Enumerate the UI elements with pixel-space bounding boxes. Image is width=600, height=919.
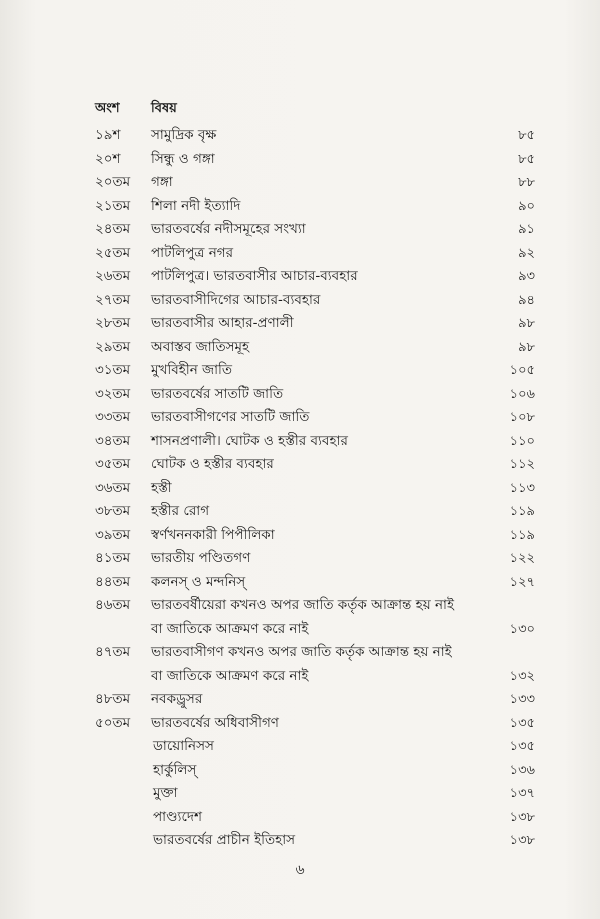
toc-row [95,500,535,524]
toc-page: ৮৫ [518,128,535,143]
toc-row [95,806,535,830]
toc-page: ৯৮ [518,339,535,355]
toc-page: ৯৩ [518,269,535,284]
toc-subject: ভারতবর্ষের অধিবাসীগণ [151,714,279,731]
toc-part: ৩৪তম [95,432,131,449]
toc-page: ১০৮ [509,410,535,425]
toc-part: ২৫তম [95,244,131,261]
toc-row [95,195,535,219]
toc-part: ১৯শ [95,127,121,143]
toc-page: ১১৯ [509,504,535,519]
toc-page: ১৩৮ [509,809,535,825]
toc-page: ১১৯ [509,527,535,543]
toc-page: ১১২ [509,457,535,472]
toc-page: ১১০ [509,433,535,449]
toc-part: ২০তম [95,174,131,190]
toc-row [95,148,535,172]
toc-subject: শিলা নদী ইত্যাদি [151,197,241,214]
toc-part: ২১তম [95,197,131,214]
toc-subject: ভারতবাসীর আহার-প্রণালী [151,315,294,331]
toc-row [95,477,535,501]
toc-page: ১১৩ [509,480,535,496]
toc-subject: নবকড্রুসর [151,691,203,707]
toc-page: ১২৭ [509,574,535,590]
toc-page: ১৩৬ [509,762,535,778]
toc-subject-continued: বা জাতিকে আক্রমণ করে নাই [151,667,309,684]
toc-row [95,430,535,454]
toc-page: ৯৮ [518,316,535,331]
toc-row [95,383,535,407]
toc-row [95,312,535,336]
toc-part: ৫০তম [95,714,131,731]
toc-page: ১৩৫ [509,715,535,731]
toc-row [95,242,535,266]
toc-part: ৩১তম [95,362,131,378]
toc-part: ৩২তম [95,385,131,402]
toc-subject: পাণ্ড্যদেশ [153,808,202,825]
toc-row [95,712,535,736]
toc-subject: পাটলিপুত্র নগর [151,244,234,261]
page-number: ৬ [295,862,305,878]
toc-row [95,524,535,548]
toc-row [95,289,535,313]
toc-part: ২৯তম [95,338,131,355]
toc-subject: হস্তীর রোগ [151,503,210,519]
toc-subject: ভারতবাসীদিগের আচার-ব্যবহার [151,291,321,308]
toc-part: ২৮তম [95,315,131,331]
toc-part: ৪৪তম [95,573,131,590]
toc-subject: ঘোটক ও হস্তীর ব্যবহার [151,456,274,472]
toc-row-multiline [95,594,535,641]
toc-part: ৩৮তম [95,503,131,519]
toc-subject: গঙ্গা [151,174,173,190]
toc-part: ৩৬তম [95,479,131,496]
header-part-label: অংশ [95,101,120,116]
toc-subject: সিন্ধু ও গঙ্গা [151,150,215,167]
toc-page: ৯১ [518,222,535,237]
toc-part: ৪৭তম [95,644,131,660]
toc-row [95,782,535,806]
toc-part: ৪১তম [95,550,131,566]
toc-row [95,406,535,430]
toc-page: ১৩৩ [509,692,535,707]
toc-page: ১৩০ [509,621,535,637]
toc-subject: ভারতবর্ষের সাতটি জাতি [151,385,284,402]
toc-row [95,735,535,759]
toc-row [95,547,535,571]
toc-part: ২০শ [95,150,121,167]
toc-page: ৯২ [518,245,535,261]
toc-subject: মুখবিহীন জাতি [151,362,233,378]
toc-subject: ভারতবাসীগণের সাতটি জাতি [151,409,310,425]
toc-row [95,453,535,477]
toc-page: ৮৮ [518,175,535,190]
toc-subject: ভারতবর্ষীয়েরা কখনও অপর জাতি কর্তৃক আক্রান্ত হয় নাই [151,597,454,613]
toc-row [95,829,535,853]
toc-subject: ভারতবর্ষের নদীসমূহের সংখ্যা [151,221,306,237]
toc-row [95,759,535,783]
toc-subject: সামুদ্রিক বৃক্ষ [151,127,217,143]
toc-part: ৩৩তম [95,409,131,425]
toc-row [95,265,535,289]
toc-row [95,688,535,712]
toc-page: ১৩৭ [509,786,535,801]
toc-row-multiline [95,641,535,688]
toc-row [95,218,535,242]
toc-subject: শাসনপ্রণালী। ঘোটক ও হস্তীর ব্যবহার [151,432,348,449]
toc-subject: পাটলিপুত্র। ভারতবাসীর আচার-ব্যবহার [151,268,358,284]
toc-subject: কলনস্ ও মন্দনিস্ [151,573,246,590]
toc-row [95,336,535,360]
toc-page: ১৩৮ [509,833,535,848]
toc-subject: ভারতবাসীগণ কখনও অপর জাতি কর্তৃক আক্রান্ত হয় নাই [151,644,452,660]
toc-subject: অবাস্তব জাতিসমূহ [151,338,250,355]
toc-subject-continued: বা জাতিকে আক্রমণ করে নাই [151,620,309,637]
toc-row [95,171,535,195]
toc-subject: মুক্তা [153,785,178,801]
toc-row [95,124,535,148]
toc-row [95,571,535,595]
toc-subject: ডায়োনিসস [153,738,214,754]
toc-row [95,359,535,383]
toc-page: ১৩৫ [509,739,535,754]
toc-part: ৪৬তম [95,597,131,613]
toc-part: ২৬তম [95,268,131,284]
toc-subject: স্বর্ণখননকারী পিপীলিকা [151,526,275,543]
toc-part: ২৪তম [95,221,131,237]
toc-list [95,124,535,853]
toc-subject: ভারতীয় পণ্ডিতগণ [151,550,251,566]
toc-page: ১২২ [509,551,535,566]
toc-page: ১০৬ [509,386,535,402]
toc-page: ৮৫ [518,151,535,167]
toc-subject: হার্কুলিস্ [153,761,197,778]
toc-part: ৩৯তম [95,526,131,543]
toc-subject: হস্তী [151,479,172,496]
toc-part: ২৭তম [95,291,131,308]
toc-header [95,99,535,119]
header-subject-label: বিষয় [151,101,177,116]
toc-page: ৯০ [518,198,535,214]
toc-page: ৯৪ [518,292,535,308]
toc-subject: ভারতবর্ষের প্রাচীন ইতিহাস [153,832,296,848]
toc-page: ১০৫ [509,363,535,378]
toc-part: ৩৫তম [95,456,131,472]
toc-part: ৪৮তম [95,691,131,707]
toc-page: ১৩২ [509,668,535,684]
